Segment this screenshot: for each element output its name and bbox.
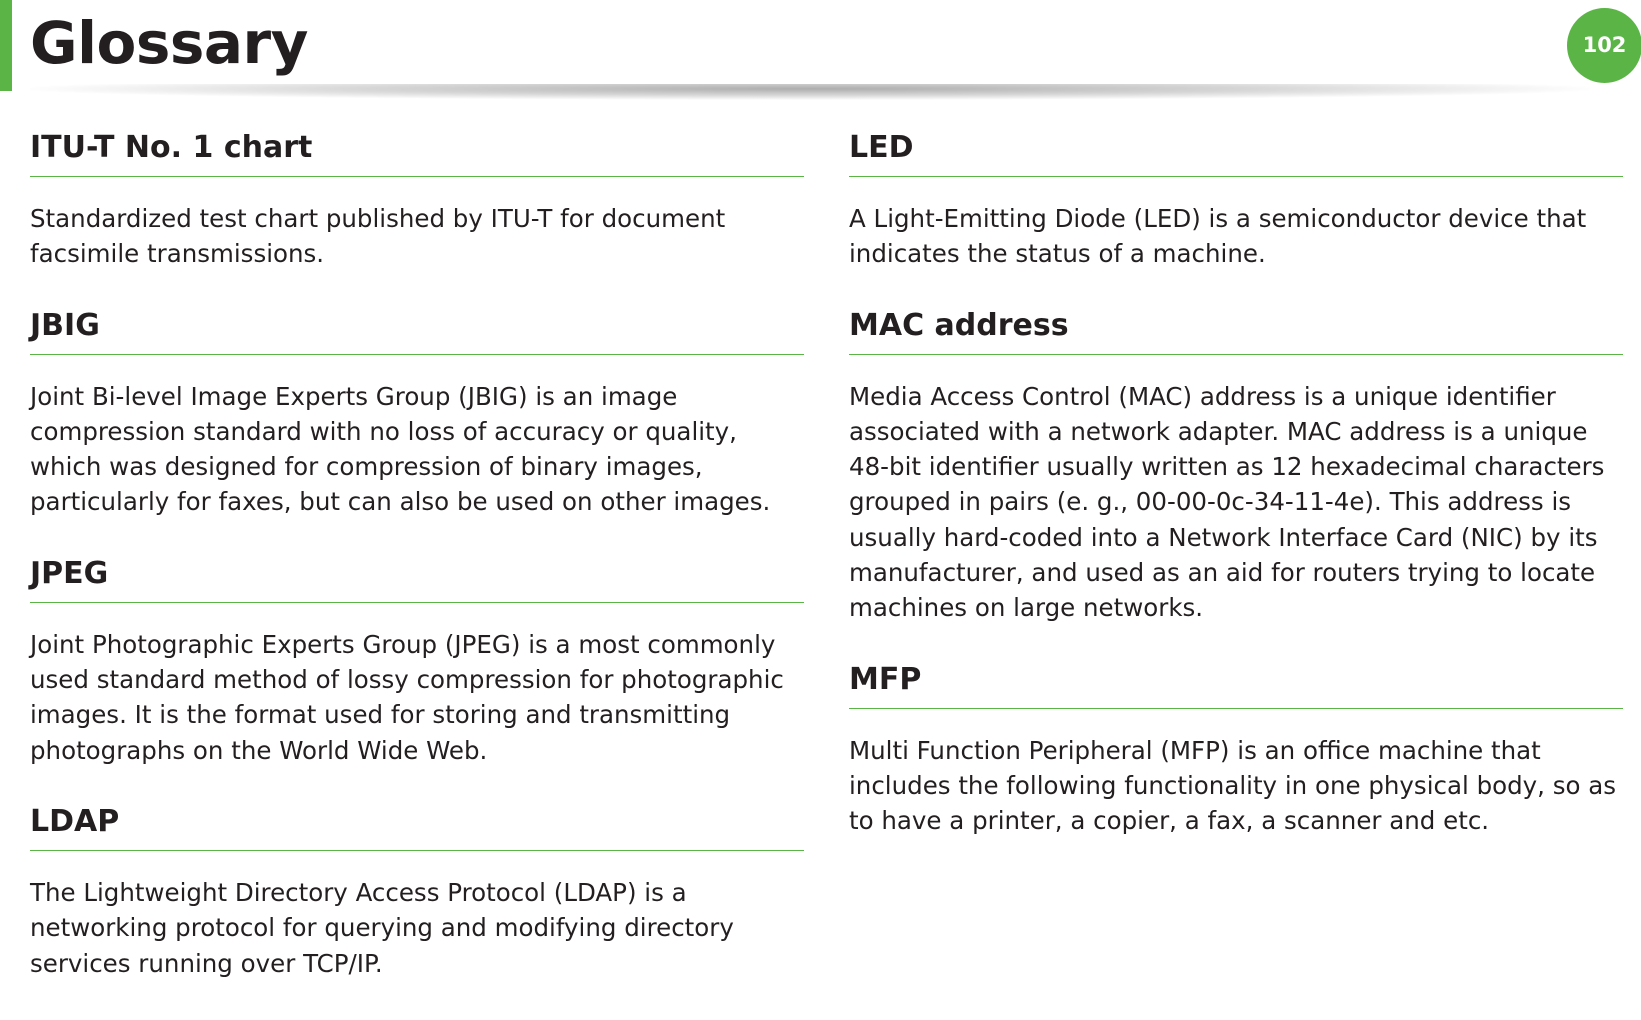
glossary-entry-jbig bbox=[30, 306, 804, 520]
left-column bbox=[30, 128, 804, 1015]
glossary-entry-mac-address bbox=[849, 306, 1623, 626]
glossary-definition: A Light-Emitting Diode (LED) is a semiconductor device that indicates the status of a machine. bbox=[849, 204, 1587, 269]
glossary-term: ITU-T No. 1 chart bbox=[30, 128, 804, 177]
glossary-entry-led bbox=[849, 128, 1623, 272]
glossary-definition: Multi Function Peripheral (MFP) is an office machine that includes the following functionality in one physical body, so as to have a printer, a copier, a fax, a scanner and etc. bbox=[849, 735, 1617, 836]
glossary-entry-jpeg bbox=[30, 554, 804, 768]
glossary-term: MFP bbox=[849, 660, 1623, 709]
page-number-badge: 102 bbox=[1567, 8, 1641, 83]
header-accent-bar bbox=[0, 0, 12, 91]
glossary-entry-ldap bbox=[30, 802, 804, 981]
glossary-entry-itu-t-chart bbox=[30, 128, 804, 272]
glossary-definition: Joint Bi-level Image Experts Group (JBIG) is an image compression standard with no loss of accuracy or quality, which was designed for compression of binary images, particularly for faxes, but can also be used on other images. bbox=[30, 381, 771, 517]
page-title: Glossary bbox=[30, 9, 308, 77]
glossary-definition: The Lightweight Directory Access Protocol (LDAP) is a networking protocol for querying and modifying directory services running over TCP/IP. bbox=[30, 877, 734, 978]
glossary-definition: Standardized test chart published by ITU-T for document facsimile transmissions. bbox=[30, 204, 726, 269]
glossary-definition: Joint Photographic Experts Group (JPEG) is a most commonly used standard method of lossy compression for photographic images. It is the format used for storing and transmitting photographs on the World Wide Web. bbox=[30, 629, 784, 765]
glossary-term: JBIG bbox=[30, 306, 804, 355]
glossary-term: LED bbox=[849, 128, 1623, 177]
right-column bbox=[849, 128, 1623, 873]
glossary-term: MAC address bbox=[849, 306, 1623, 355]
glossary-term: LDAP bbox=[30, 802, 804, 851]
glossary-entry-mfp bbox=[849, 660, 1623, 839]
glossary-definition: Media Access Control (MAC) address is a unique identifier associated with a network adapter. MAC address is a unique 48-bit identifier usually written as 12 hexadecimal characters grouped in pairs (e. g., 00-00-0c-34-11-4e). This address is usually hard-coded into a Network Interface Card (NIC) by its manufacturer, and used as an aid for routers trying to locate machines on large networks. bbox=[849, 381, 1605, 623]
glossary-term: JPEG bbox=[30, 554, 804, 603]
header-divider-shadow bbox=[30, 84, 1590, 100]
